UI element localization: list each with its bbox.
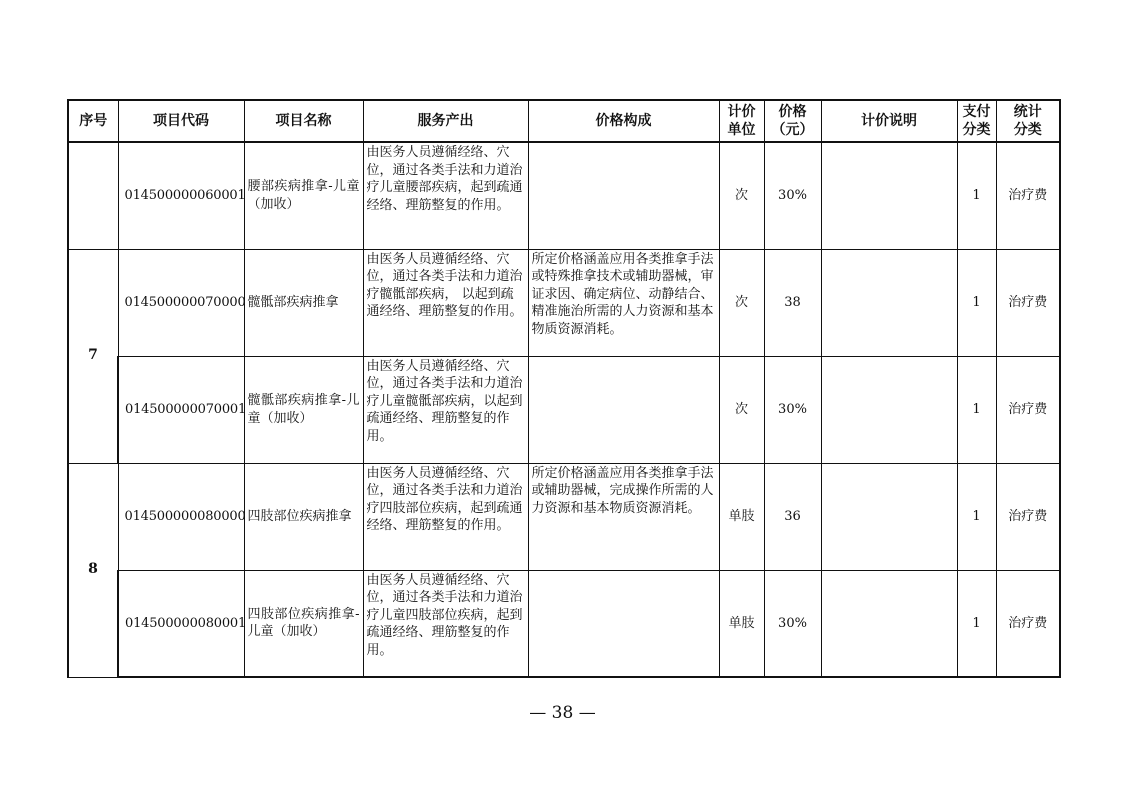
- row-price: 30%: [764, 570, 821, 677]
- header-payment-class: [957, 100, 996, 142]
- row-price-composition: 所定价格涵盖应用各类推拿手法或辅助器械，完成操作所需的人力资源和基本物质资源消耗。: [528, 463, 719, 570]
- row-unit: 单肢: [719, 570, 764, 677]
- row-pricing-note-empty: [821, 249, 957, 356]
- header-stat-line2: 分类: [1013, 122, 1042, 138]
- header-code: 项目代码: [118, 100, 244, 142]
- row-name: 四肢部位疾病推拿: [244, 463, 363, 570]
- row-price-composition-empty: [528, 142, 719, 249]
- row-price: 36: [764, 463, 821, 570]
- header-unit-line2: 单位: [727, 122, 756, 138]
- row-pricing-note-empty: [821, 570, 957, 677]
- row-payment-class: 1: [957, 356, 996, 463]
- row-unit: 次: [719, 142, 764, 249]
- header-payment-line1: 支付: [962, 104, 991, 120]
- row-pricing-note-empty: [821, 142, 957, 249]
- row-price-composition-empty: [528, 570, 719, 677]
- row-unit: 次: [719, 356, 764, 463]
- row-price-composition-empty: [528, 356, 719, 463]
- table-row: [68, 249, 1060, 356]
- table-row: [68, 142, 1060, 249]
- row-pricing-note-empty: [821, 356, 957, 463]
- row-name: 髋骶部疾病推拿-儿童（加收）: [244, 356, 363, 463]
- header-price: [764, 100, 821, 142]
- header-price-line1: 价格: [778, 104, 807, 120]
- row-unit: 次: [719, 249, 764, 356]
- row-code: 014500000070000: [118, 249, 244, 356]
- row-code: 014500000080000: [118, 463, 244, 570]
- row-name: 腰部疾病推拿-儿童（加收）: [244, 142, 363, 249]
- row-code: 014500000080001: [118, 570, 244, 677]
- header-price-line2: （元）: [771, 122, 814, 138]
- table-row: [68, 356, 1060, 463]
- group-seq: 8: [68, 463, 118, 677]
- page-number: — 38 —: [529, 703, 596, 723]
- row-stat-class: 治疗费: [996, 570, 1060, 677]
- header-price-composition: 价格构成: [528, 100, 719, 142]
- row-price: 30%: [764, 356, 821, 463]
- row-price: 38: [764, 249, 821, 356]
- row-pricing-note-empty: [821, 463, 957, 570]
- header-unit: [719, 100, 764, 142]
- table-row: [68, 570, 1060, 677]
- row-price: 30%: [764, 142, 821, 249]
- header-stat-class: [996, 100, 1060, 142]
- row-stat-class: 治疗费: [996, 356, 1060, 463]
- row-service-output: 由医务人员遵循经络、穴位，通过各类手法和力道治疗儿童四肢部位疾病，起到疏通经络、理筋整复的作用。: [363, 570, 528, 677]
- row-stat-class: 治疗费: [996, 142, 1060, 249]
- pricing-table: [67, 99, 1061, 678]
- row-code: 014500000060001: [118, 142, 244, 249]
- header-payment-line2: 分类: [962, 122, 991, 138]
- header-unit-line1: 计价: [727, 104, 756, 120]
- header-pricing-note: 计价说明: [821, 100, 957, 142]
- row-payment-class: 1: [957, 570, 996, 677]
- table-row: [68, 463, 1060, 570]
- row-payment-class: 1: [957, 249, 996, 356]
- row-price-composition: 所定价格涵盖应用各类推拿手法或特殊推拿技术或辅助器械，审证求因、确定病位、动静结合、精准施治所需的人力资源和基本物质资源消耗。: [528, 249, 719, 356]
- row-code: 014500000070001: [118, 356, 244, 463]
- row-stat-class: 治疗费: [996, 249, 1060, 356]
- row-service-output: 由医务人员遵循经络、穴位，通过各类手法和力道治疗四肢部位疾病，起到疏通经络、理筋整复的作用。: [363, 463, 528, 570]
- header-service-output: 服务产出: [363, 100, 528, 142]
- row-service-output: 由医务人员遵循经络、穴位，通过各类手法和力道治疗儿童腰部疾病，起到疏通经络、理筋整复的作用。: [363, 142, 528, 249]
- row-name: 四肢部位疾病推拿-儿童（加收）: [244, 570, 363, 677]
- header-seq: 序号: [68, 100, 118, 142]
- row-service-output: 由医务人员遵循经络、穴位，通过各类手法和力道治疗儿童髋骶部疾病，以起到疏通经络、理筋整复的作用。: [363, 356, 528, 463]
- header-name: 项目名称: [244, 100, 363, 142]
- row-unit: 单肢: [719, 463, 764, 570]
- header-stat-line1: 统计: [1013, 104, 1042, 120]
- row-seq-empty: [68, 142, 118, 249]
- group-seq: 7: [68, 249, 118, 463]
- row-payment-class: 1: [957, 142, 996, 249]
- row-stat-class: 治疗费: [996, 463, 1060, 570]
- row-service-output: 由医务人员遵循经络、穴位，通过各类手法和力道治疗髋骶部疾病， 以起到疏通经络、理筋整复的作用。: [363, 249, 528, 356]
- row-name: 髋骶部疾病推拿: [244, 249, 363, 356]
- table-header-row: [68, 100, 1060, 142]
- row-payment-class: 1: [957, 463, 996, 570]
